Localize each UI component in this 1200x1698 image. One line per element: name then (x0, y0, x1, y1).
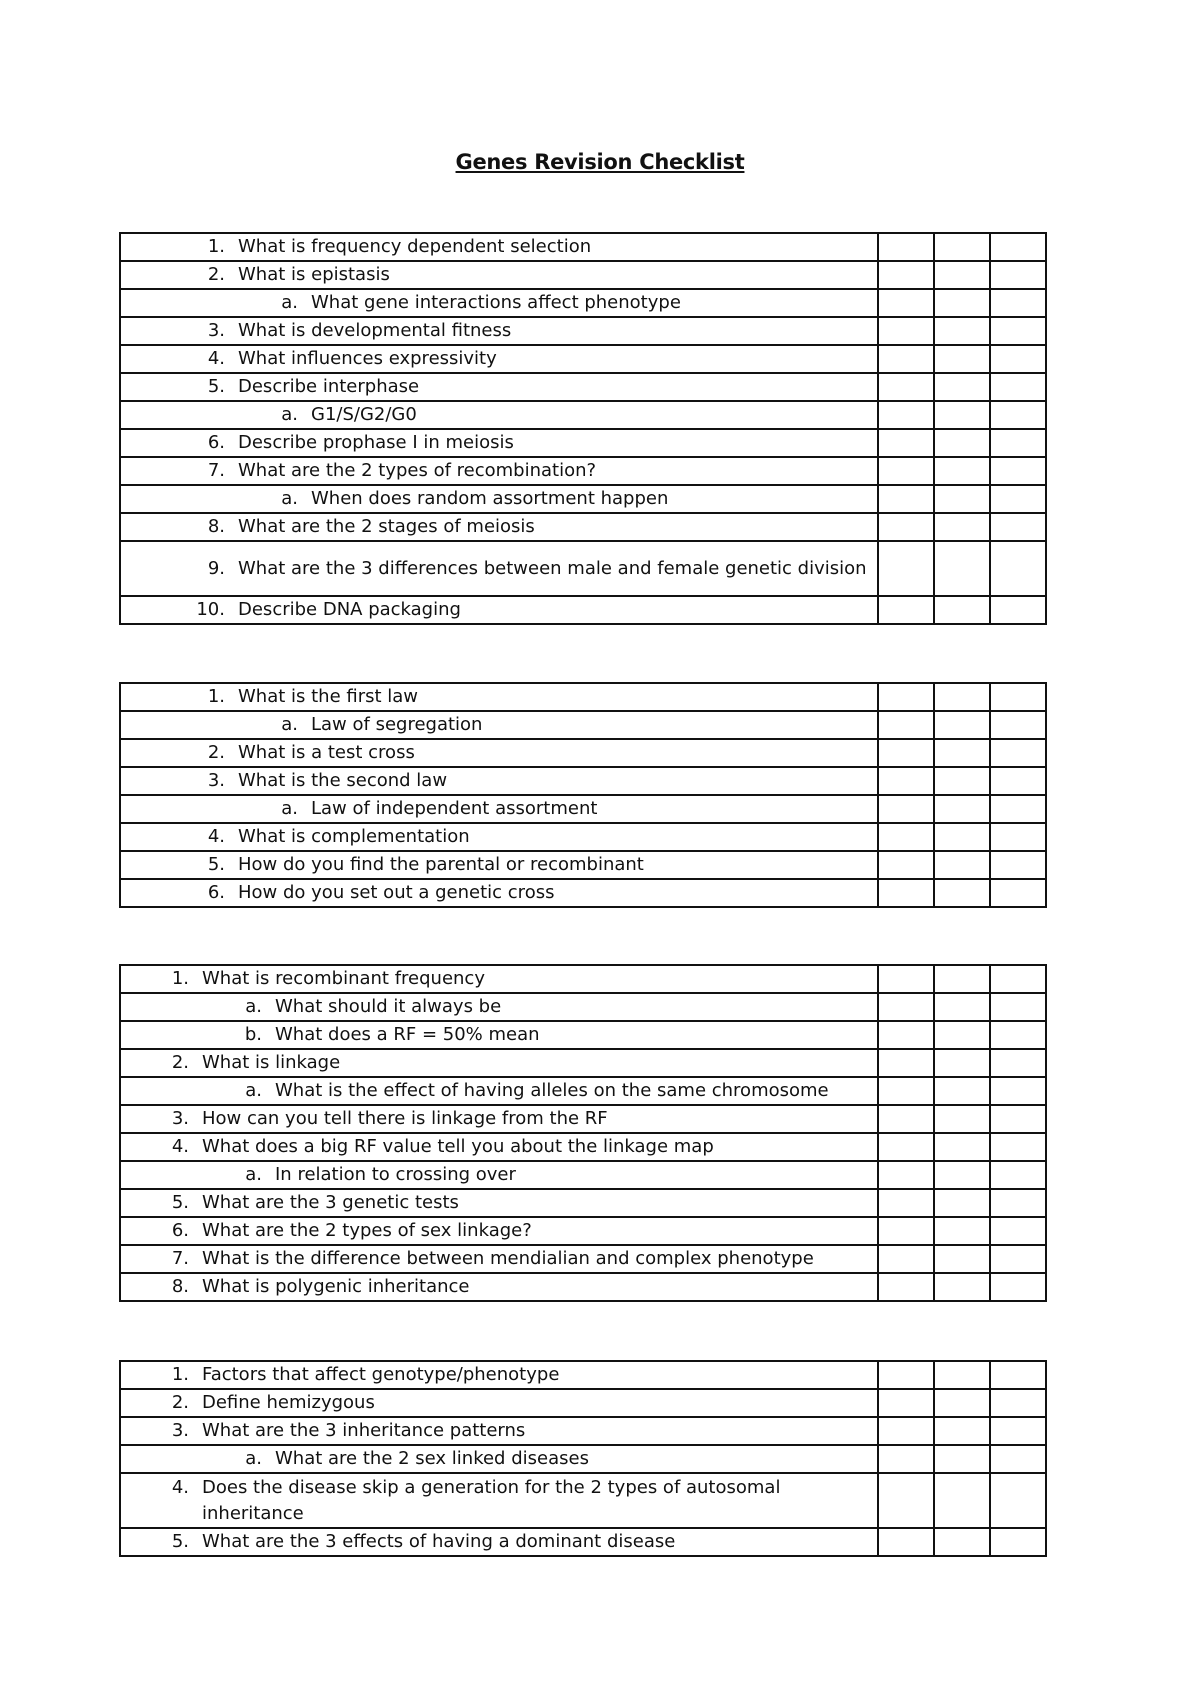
checklist-row (120, 485, 1046, 513)
check-box[interactable] (878, 1049, 934, 1077)
check-box[interactable] (934, 851, 990, 879)
check-box[interactable] (934, 1445, 990, 1473)
check-box[interactable] (934, 879, 990, 907)
item-text: Describe DNA packaging (238, 599, 461, 621)
checklist-table (119, 682, 1047, 908)
checklist-row (120, 429, 1046, 457)
item-text: What are the 3 genetic tests (202, 1192, 459, 1214)
check-box[interactable] (990, 1021, 1046, 1049)
check-box[interactable] (934, 1417, 990, 1445)
check-box[interactable] (878, 1189, 934, 1217)
item-letter: a. (281, 798, 298, 820)
check-box[interactable] (934, 1217, 990, 1245)
check-box[interactable] (990, 457, 1046, 485)
check-box[interactable] (990, 1217, 1046, 1245)
item-text: How do you set out a genetic cross (238, 882, 555, 904)
checklist-row (120, 261, 1046, 289)
check-box[interactable] (878, 739, 934, 767)
check-box[interactable] (934, 767, 990, 795)
check-box[interactable] (934, 1389, 990, 1417)
item-number: 4. (171, 1136, 189, 1158)
item-number: 7. (207, 460, 225, 482)
check-box[interactable] (990, 1361, 1046, 1389)
check-box[interactable] (934, 317, 990, 345)
item-number: 8. (171, 1276, 189, 1298)
check-box[interactable] (878, 711, 934, 739)
check-box[interactable] (990, 1105, 1046, 1133)
check-box[interactable] (934, 795, 990, 823)
item-text: What is developmental fitness (238, 320, 512, 342)
checklist-row (120, 1049, 1046, 1077)
check-box[interactable] (934, 823, 990, 851)
check-box[interactable] (878, 795, 934, 823)
item-number: 5. (207, 376, 225, 398)
item-number: 7. (171, 1248, 189, 1270)
check-box[interactable] (934, 1361, 990, 1389)
checklist-row (120, 1189, 1046, 1217)
check-box[interactable] (990, 261, 1046, 289)
item-text: What is epistasis (238, 264, 390, 286)
check-box[interactable] (990, 1189, 1046, 1217)
item-text: What should it always be (275, 996, 502, 1018)
check-box[interactable] (990, 1273, 1046, 1301)
item-letter: a. (245, 1164, 262, 1186)
check-box[interactable] (990, 879, 1046, 907)
check-box[interactable] (990, 1445, 1046, 1473)
item-text: What gene interactions affect phenotype (311, 292, 681, 314)
item-text: What is frequency dependent selection (238, 236, 592, 258)
check-box[interactable] (934, 1077, 990, 1105)
item-number: 5. (171, 1192, 189, 1214)
check-box[interactable] (934, 1189, 990, 1217)
check-box[interactable] (990, 711, 1046, 739)
check-box[interactable] (990, 1049, 1046, 1077)
check-box[interactable] (934, 596, 990, 624)
check-box[interactable] (990, 289, 1046, 317)
item-text: Does the disease skip a generation for the 2 types of autosomal inheritance (202, 1477, 781, 1524)
checklist-row (120, 373, 1046, 401)
checklist-row (120, 1021, 1046, 1049)
item-text: Describe interphase (238, 376, 420, 398)
check-box[interactable] (878, 513, 934, 541)
check-box[interactable] (990, 429, 1046, 457)
check-box[interactable] (990, 485, 1046, 513)
checklist-row (120, 457, 1046, 485)
item-number: 2. (171, 1052, 189, 1074)
checklist-row (120, 345, 1046, 373)
check-box[interactable] (990, 317, 1046, 345)
item-text: When does random assortment happen (311, 488, 669, 510)
check-box[interactable] (934, 233, 990, 261)
item-text: What is polygenic inheritance (202, 1276, 470, 1298)
checklist-row (120, 1473, 1046, 1528)
item-number: 1. (207, 236, 225, 258)
check-box[interactable] (990, 1528, 1046, 1556)
item-number: 5. (207, 854, 225, 876)
checklist-row (120, 823, 1046, 851)
checklist-row (120, 1445, 1046, 1473)
check-box[interactable] (934, 261, 990, 289)
check-box[interactable] (990, 1417, 1046, 1445)
item-text: What is complementation (238, 826, 470, 848)
item-text: What are the 2 types of sex linkage? (202, 1220, 532, 1242)
check-box[interactable] (878, 289, 934, 317)
checklist-row (120, 993, 1046, 1021)
check-box[interactable] (934, 513, 990, 541)
item-text: What are the 2 sex linked diseases (275, 1448, 589, 1470)
check-box[interactable] (934, 401, 990, 429)
item-text: What are the 3 effects of having a dominant disease (202, 1531, 676, 1553)
item-number: 1. (171, 968, 189, 990)
check-box[interactable] (878, 485, 934, 513)
checklist-row (120, 596, 1046, 624)
check-box[interactable] (878, 1217, 934, 1245)
checklist-row (120, 1389, 1046, 1417)
checklist-row (120, 683, 1046, 711)
check-box[interactable] (878, 457, 934, 485)
check-box[interactable] (878, 965, 934, 993)
check-box[interactable] (990, 851, 1046, 879)
check-box[interactable] (878, 1361, 934, 1389)
item-letter: a. (281, 714, 298, 736)
checklist-row (120, 739, 1046, 767)
item-letter: a. (245, 1080, 262, 1102)
checklist-row (120, 965, 1046, 993)
item-letter: a. (245, 996, 262, 1018)
item-number: 10. (196, 599, 225, 621)
check-box[interactable] (878, 1077, 934, 1105)
check-box[interactable] (934, 993, 990, 1021)
check-box[interactable] (878, 596, 934, 624)
checklist-row (120, 401, 1046, 429)
item-number: 3. (207, 770, 225, 792)
check-box[interactable] (878, 373, 934, 401)
item-text: What is linkage (202, 1052, 341, 1074)
check-box[interactable] (990, 1473, 1046, 1528)
item-text: What does a RF = 50% mean (275, 1024, 540, 1046)
check-box[interactable] (934, 739, 990, 767)
check-box[interactable] (934, 683, 990, 711)
item-letter: a. (281, 488, 298, 510)
check-box[interactable] (878, 851, 934, 879)
item-number: 4. (207, 348, 225, 370)
check-box[interactable] (878, 429, 934, 457)
check-box[interactable] (990, 823, 1046, 851)
check-box[interactable] (990, 1133, 1046, 1161)
item-number: 1. (171, 1364, 189, 1386)
check-box[interactable] (878, 1161, 934, 1189)
checklist-row (120, 1133, 1046, 1161)
item-letter: a. (281, 404, 298, 426)
check-box[interactable] (990, 373, 1046, 401)
checklist-row (120, 1161, 1046, 1189)
check-box[interactable] (878, 1445, 934, 1473)
item-text: How do you find the parental or recombinant (238, 854, 644, 876)
item-number: 3. (171, 1108, 189, 1130)
item-letter: b. (244, 1024, 262, 1046)
checklist-row (120, 289, 1046, 317)
check-box[interactable] (990, 345, 1046, 373)
page-title: Genes Revision Checklist (455, 150, 745, 174)
item-number: 4. (207, 826, 225, 848)
item-letter: a. (245, 1448, 262, 1470)
item-text: What is recombinant frequency (202, 968, 485, 990)
check-box[interactable] (878, 233, 934, 261)
check-box[interactable] (990, 683, 1046, 711)
item-text: In relation to crossing over (275, 1164, 516, 1186)
checklist-row (120, 1077, 1046, 1105)
check-box[interactable] (990, 1245, 1046, 1273)
check-box[interactable] (878, 1273, 934, 1301)
check-box[interactable] (878, 317, 934, 345)
check-box[interactable] (990, 401, 1046, 429)
check-box[interactable] (934, 457, 990, 485)
check-box[interactable] (990, 513, 1046, 541)
checklist-row (120, 879, 1046, 907)
checklist-row (120, 541, 1046, 596)
item-text: What is the first law (238, 686, 419, 708)
item-text: What is the difference between mendialian and complex phenotype (202, 1248, 814, 1270)
check-box[interactable] (990, 993, 1046, 1021)
check-box[interactable] (934, 429, 990, 457)
checklist-row (120, 233, 1046, 261)
checklist-row (120, 1528, 1046, 1556)
check-box[interactable] (878, 683, 934, 711)
item-number: 6. (207, 882, 225, 904)
check-box[interactable] (878, 345, 934, 373)
checklist-table (119, 1360, 1047, 1557)
item-text: What does a big RF value tell you about the linkage map (202, 1136, 714, 1158)
checklist-row (120, 767, 1046, 795)
check-box[interactable] (934, 1528, 990, 1556)
item-number: 2. (171, 1392, 189, 1414)
check-box[interactable] (990, 1077, 1046, 1105)
check-box[interactable] (878, 767, 934, 795)
item-text: What is the effect of having alleles on the same chromosome (275, 1080, 829, 1102)
checklist-row (120, 1273, 1046, 1301)
check-box[interactable] (878, 401, 934, 429)
item-number: 3. (207, 320, 225, 342)
check-box[interactable] (934, 711, 990, 739)
checklist-table (119, 232, 1047, 625)
item-number: 3. (171, 1420, 189, 1442)
checklist-row (120, 1417, 1046, 1445)
item-text: How can you tell there is linkage from the RF (202, 1108, 608, 1130)
checklist-row (120, 317, 1046, 345)
check-box[interactable] (934, 1161, 990, 1189)
item-number: 6. (207, 432, 225, 454)
check-box[interactable] (878, 1021, 934, 1049)
check-box[interactable] (934, 1105, 990, 1133)
checklist-row (120, 851, 1046, 879)
check-box[interactable] (878, 879, 934, 907)
item-text: What is the second law (238, 770, 448, 792)
checklist-row (120, 1217, 1046, 1245)
check-box[interactable] (934, 1245, 990, 1273)
check-box[interactable] (878, 1245, 934, 1273)
check-box[interactable] (990, 767, 1046, 795)
checklist-row (120, 513, 1046, 541)
item-text: What are the 2 stages of meiosis (238, 516, 535, 538)
check-box[interactable] (878, 541, 934, 596)
item-number: 4. (171, 1477, 189, 1498)
check-box[interactable] (934, 485, 990, 513)
check-box[interactable] (878, 993, 934, 1021)
item-number: 5. (171, 1531, 189, 1553)
item-number: 2. (207, 742, 225, 764)
check-box[interactable] (990, 739, 1046, 767)
checklist-row (120, 795, 1046, 823)
item-text: Describe prophase I in meiosis (238, 432, 514, 454)
item-text: G1/S/G2/G0 (311, 404, 417, 426)
check-box[interactable] (990, 965, 1046, 993)
check-box[interactable] (990, 1389, 1046, 1417)
checklist-table (119, 964, 1047, 1302)
item-text: Law of segregation (311, 714, 483, 736)
check-box[interactable] (934, 1473, 990, 1528)
checklist-row (120, 1245, 1046, 1273)
item-text: Law of independent assortment (311, 798, 598, 820)
check-box[interactable] (878, 1473, 934, 1528)
item-number: 9. (207, 557, 225, 579)
check-box[interactable] (878, 1417, 934, 1445)
check-box[interactable] (878, 261, 934, 289)
check-box[interactable] (990, 596, 1046, 624)
checklist-row (120, 1361, 1046, 1389)
check-box[interactable] (934, 289, 990, 317)
check-box[interactable] (878, 1105, 934, 1133)
check-box[interactable] (934, 373, 990, 401)
check-box[interactable] (878, 1133, 934, 1161)
check-box[interactable] (934, 965, 990, 993)
check-box[interactable] (990, 541, 1046, 596)
check-box[interactable] (934, 1273, 990, 1301)
check-box[interactable] (878, 823, 934, 851)
checklist-row (120, 711, 1046, 739)
check-box[interactable] (934, 1049, 990, 1077)
item-text: What is a test cross (238, 742, 415, 764)
check-box[interactable] (934, 1021, 990, 1049)
check-box[interactable] (990, 795, 1046, 823)
item-number: 8. (207, 516, 225, 538)
check-box[interactable] (878, 1528, 934, 1556)
check-box[interactable] (934, 541, 990, 596)
check-box[interactable] (878, 1389, 934, 1417)
check-box[interactable] (934, 345, 990, 373)
item-text: Define hemizygous (202, 1392, 375, 1414)
check-box[interactable] (990, 1161, 1046, 1189)
item-text: Factors that affect genotype/phenotype (202, 1364, 560, 1386)
item-number: 2. (207, 264, 225, 286)
item-number: 6. (171, 1220, 189, 1242)
check-box[interactable] (990, 233, 1046, 261)
item-text: What are the 3 differences between male and female genetic division (238, 557, 867, 579)
item-number: 1. (207, 686, 225, 708)
checklist-row (120, 1105, 1046, 1133)
item-letter: a. (281, 292, 298, 314)
item-text: What are the 3 inheritance patterns (202, 1420, 526, 1442)
item-text: What are the 2 types of recombination? (238, 460, 597, 482)
item-text: What influences expressivity (238, 348, 497, 370)
check-box[interactable] (934, 1133, 990, 1161)
